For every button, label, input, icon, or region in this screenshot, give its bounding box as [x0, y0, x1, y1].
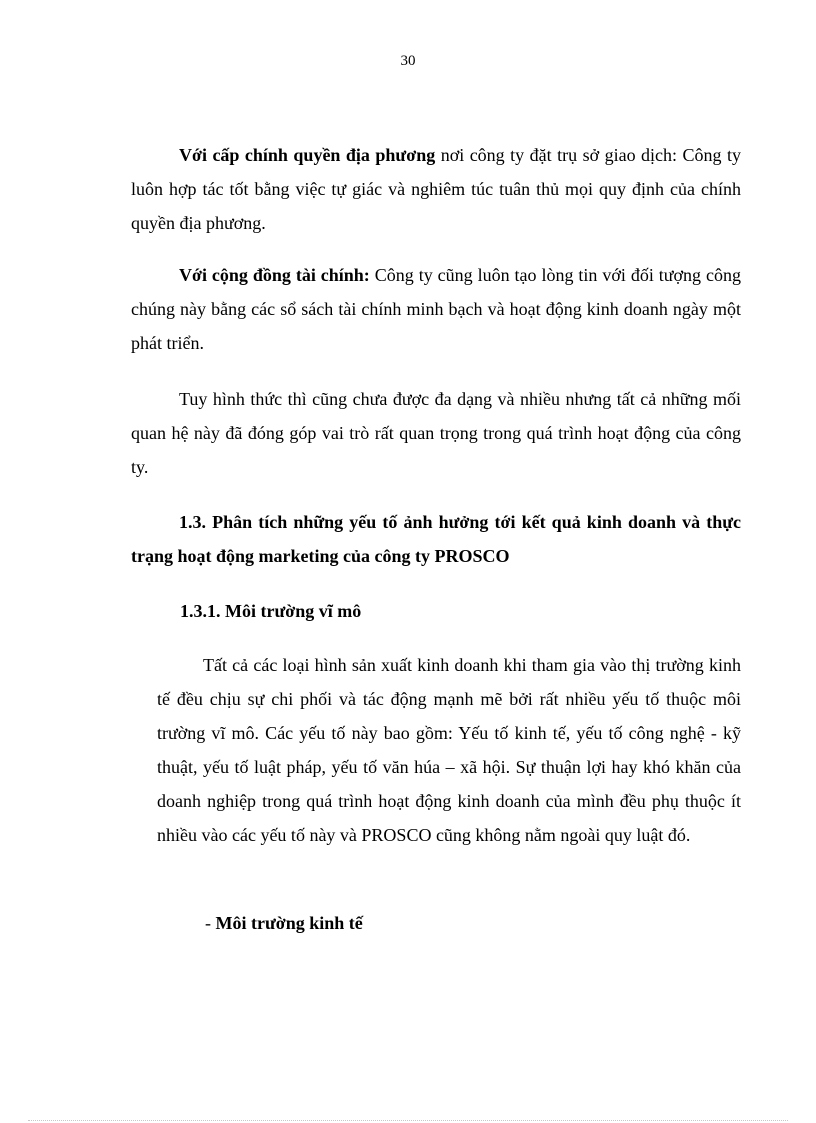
paragraph-financial-community — [131, 258, 741, 360]
paragraph-lead: Với cộng đồng tài chính: — [179, 265, 370, 285]
bullet-heading-economic — [205, 906, 363, 940]
paragraph-text: nơi công ty đặt trụ sở giao dịch: Công ty luôn hợp tác tốt bằng việc tự giác và nghiêm túc tuân thủ mọi quy định của chính quyền địa phương. — [131, 145, 741, 233]
paragraph-local-government — [131, 138, 741, 240]
bullet-label: Môi trường kinh tế — [215, 913, 363, 933]
section-heading — [131, 505, 741, 573]
section-heading-text: 1.3. Phân tích những yếu tố ảnh hưởng tới kết quả kinh doanh và thực trạng hoạt động marketing của công ty PROSCO — [131, 512, 741, 566]
paragraph-relationships — [131, 382, 741, 484]
bullet-dash: - — [205, 913, 216, 933]
paragraph-text: Tuy hình thức thì cũng chưa được đa dạng và nhiều nhưng tất cả những mối quan hệ này đã đóng góp vai trò rất quan trọng trong quá trình hoạt động của công ty. — [131, 389, 741, 477]
paragraph-macro-environment — [157, 648, 741, 852]
paragraph-lead: Với cấp chính quyền địa phương — [179, 145, 436, 165]
subsection-heading: 1.3.1. Môi trường vĩ mô — [180, 601, 362, 621]
paragraph-text: Công ty cũng luôn tạo lòng tin với đối tượng công chúng này bằng các sổ sách tài chính minh bạch và hoạt động kinh doanh ngày một phát triển. — [131, 265, 741, 353]
page-number: 30 — [400, 53, 416, 69]
paragraph-text: Tất cả các loại hình sản xuất kinh doanh khi tham gia vào thị trường kinh tế đều chịu sự chi phối và tác động mạnh mẽ bởi rất nhiều yếu tố thuộc môi trường vĩ mô. Các yếu tố này bao gồm: Yếu tố kinh tế, yếu tố công nghệ - kỹ thuật, yếu tố luật pháp, yếu tố văn húa – xã hội. Sự thuận lợi hay khó khăn của doanh nghiệp trong quá trình hoạt động kinh doanh của mình đều phụ thuộc ít nhiều vào các yếu tố này và PROSCO cũng không nằm ngoài quy luật đó. — [157, 655, 741, 845]
page-bottom-rule — [28, 1120, 788, 1121]
